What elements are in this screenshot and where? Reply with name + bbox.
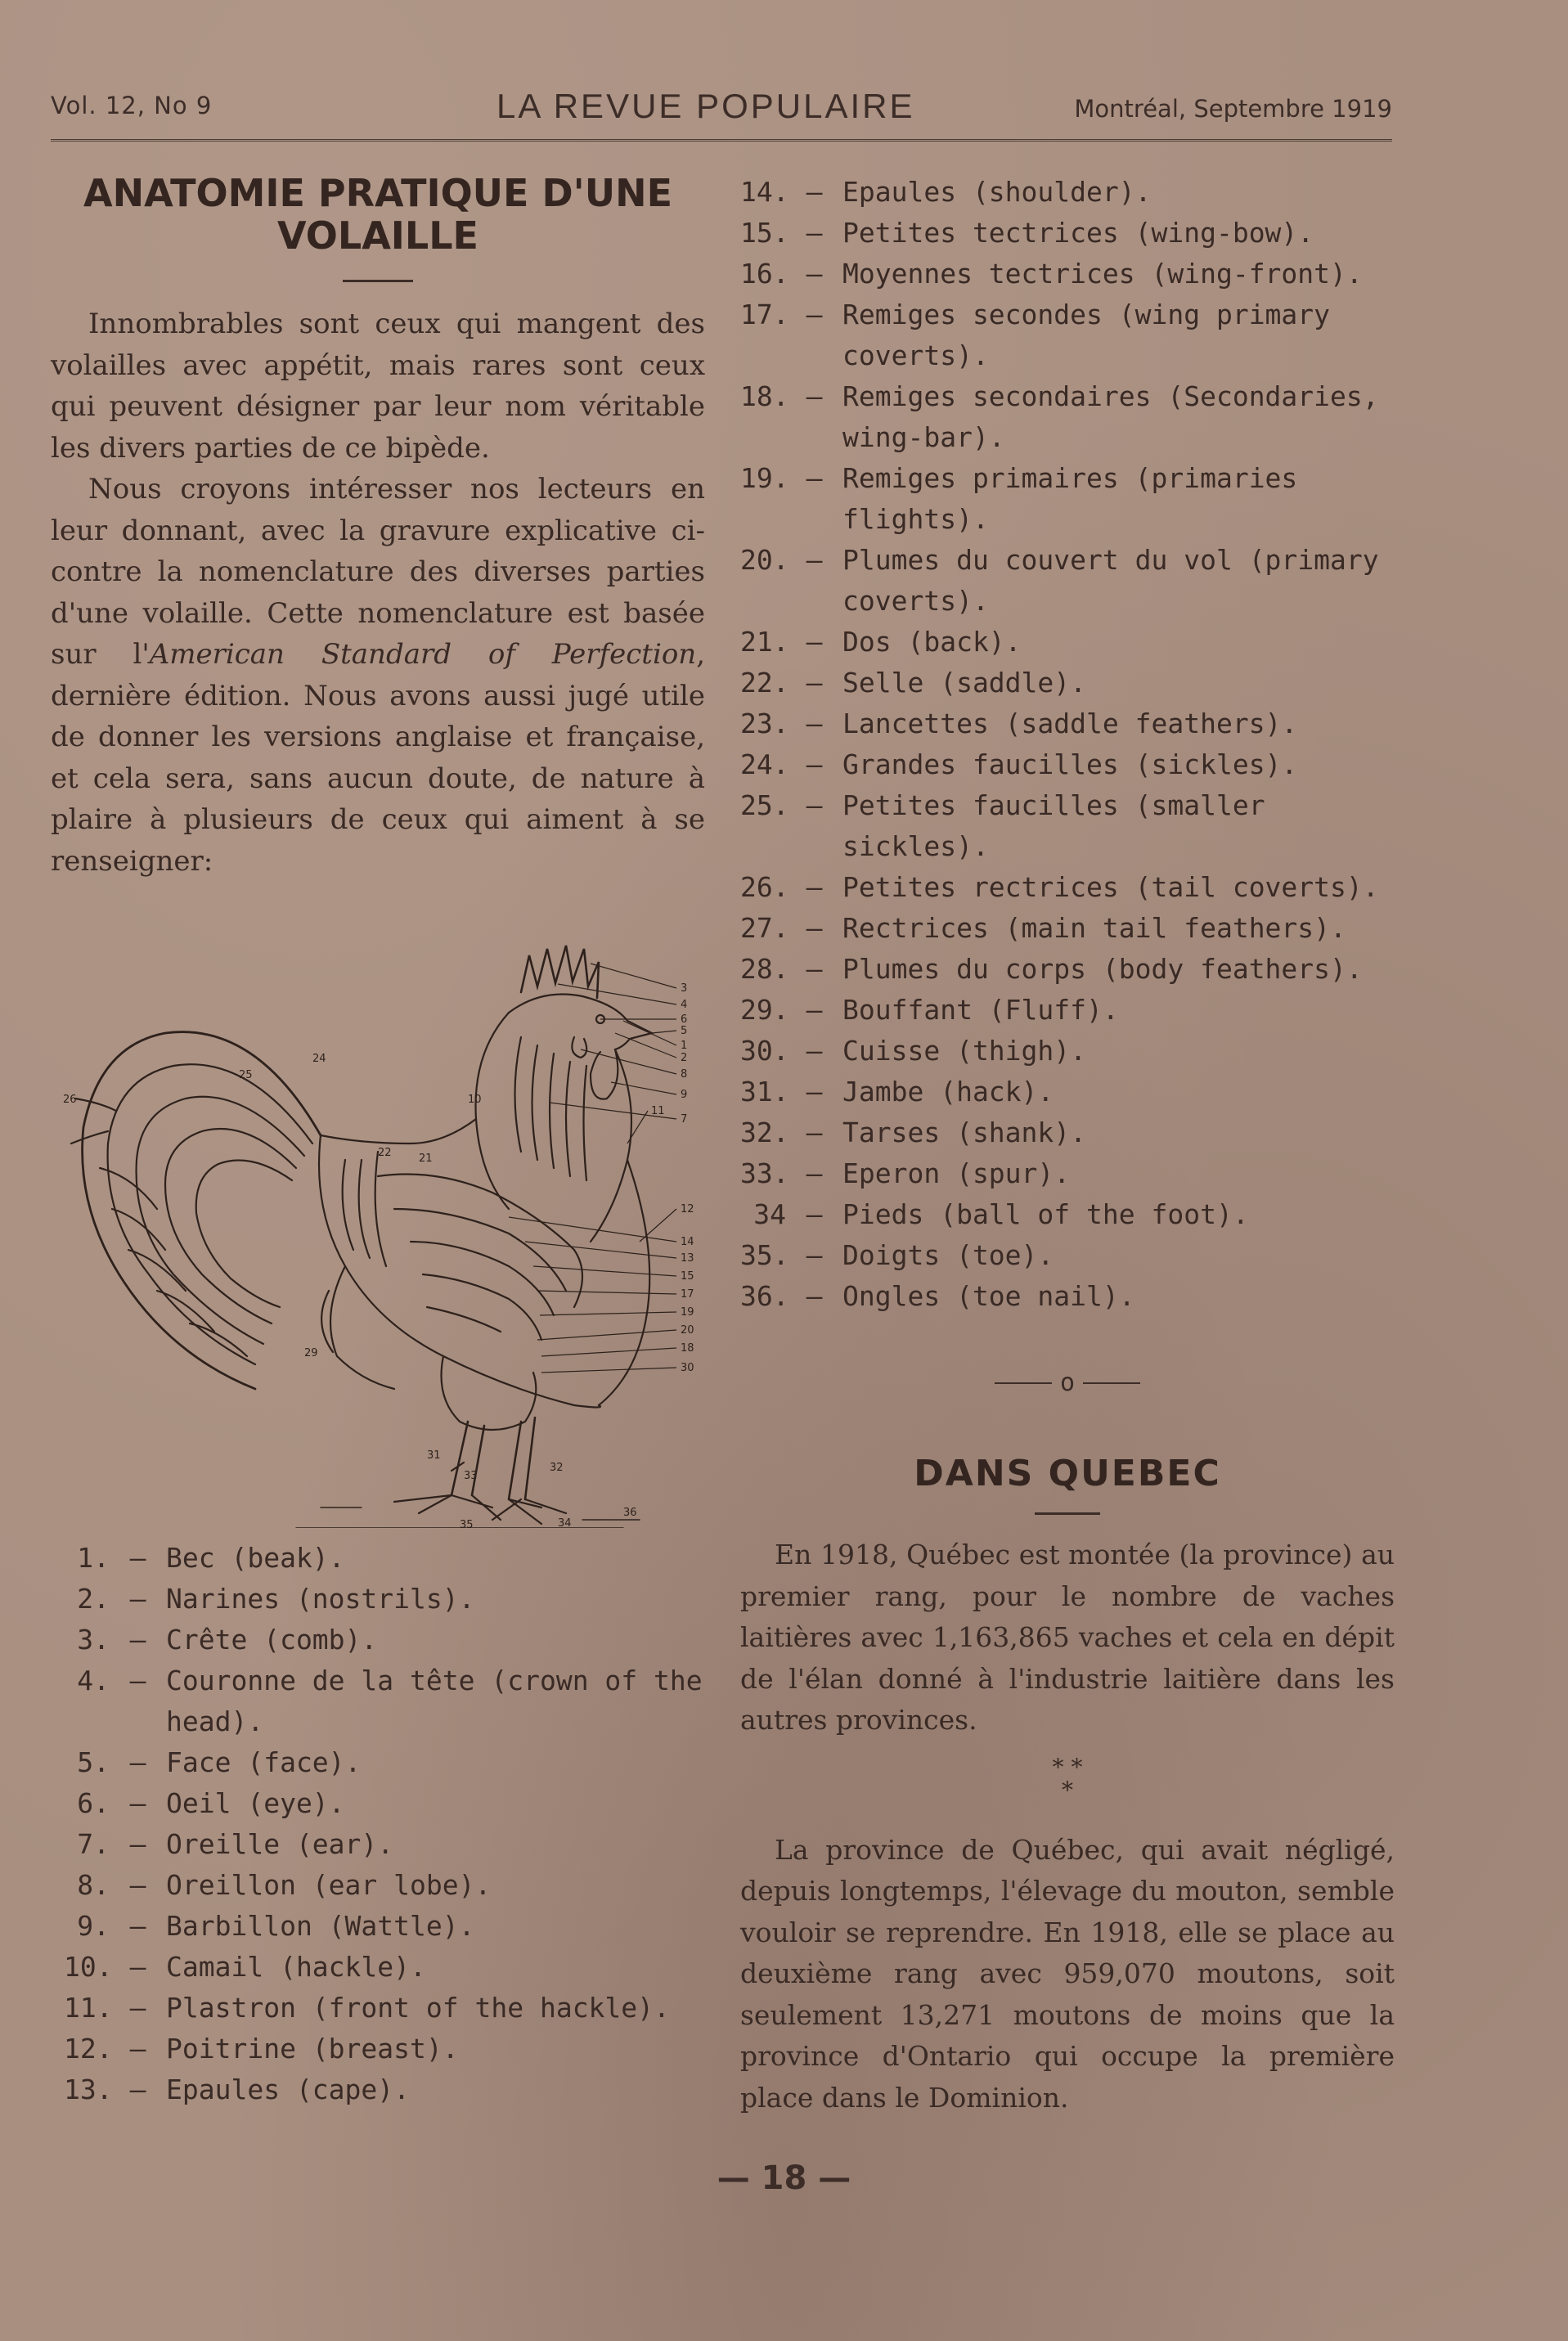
legend-item: 32. — Tarses (shank). [740, 1117, 1087, 1148]
svg-text:8: 8 [681, 1068, 688, 1081]
asterism-top: * * [1052, 1753, 1083, 1781]
svg-text:6: 6 [681, 1013, 688, 1026]
left-column [51, 172, 705, 2110]
asterism-bottom: * [1062, 1776, 1073, 1804]
legend-item: 26. — Petites rectrices (tail coverts). [740, 871, 1379, 903]
legend-list-left [64, 1538, 705, 2110]
page-number: — 18 — [717, 2159, 851, 2197]
article-title-line2: VOLAILLE [277, 213, 478, 258]
legend-item: 19. — Remiges primaires (primaries flights). [740, 462, 1298, 535]
svg-text:34: 34 [558, 1517, 572, 1528]
legend-item: 6. — Oeil (eye). [77, 1787, 345, 1819]
legend-item: 15. — Petites tectrices (wing-bow). [740, 217, 1314, 249]
legend-item: 28. — Plumes du corps (body feathers). [740, 953, 1363, 985]
svg-text:1: 1 [681, 1040, 688, 1052]
legend-item: 4. — Couronne de la tête (crown of the head). [77, 1665, 703, 1737]
legend-list-right [740, 172, 1395, 1317]
intro-paragraph-2-part1: Nous croyons intéresser nos lecteurs en leur donnant, avec la gravure explicative ci-contre la nomenclature des diverses parties d'une volaille. Cette nomenclature est basée sur l' [51, 473, 705, 671]
svg-text:22: 22 [378, 1147, 392, 1159]
legend-item: 14. — Epaules (shoulder). [740, 176, 1152, 208]
quebec-article [740, 1534, 1395, 2119]
legend-item: 22. — Selle (saddle). [740, 667, 1087, 699]
svg-text:15: 15 [681, 1270, 694, 1283]
dateline: Montréal, Septembre 1919 [1074, 95, 1392, 123]
legend-item: 30. — Cuisse (thigh). [740, 1035, 1087, 1067]
section-separator [740, 1368, 1395, 1409]
svg-text:24: 24 [312, 1053, 326, 1065]
article-intro [51, 303, 705, 882]
legend-item: 7. — Oreille (ear). [77, 1828, 394, 1860]
quebec-paragraph-1: En 1918, Québec est montée (la province) au premier rang, pour le nombre de vaches laitières avec 1,163,865 vaches et cela en dépit de l'élan donné à l'industrie laitière dans les autres provinces. [740, 1539, 1395, 1736]
svg-text:7: 7 [681, 1113, 688, 1126]
legend-item: 2. — Narines (nostrils). [77, 1583, 475, 1615]
svg-text:11: 11 [651, 1105, 665, 1117]
legend-item: 3. — Crête (comb). [77, 1624, 378, 1656]
volume-number: Vol. 12, No 9 [51, 92, 213, 119]
intro-paragraph-2 [51, 469, 705, 882]
legend-item: 9. — Barbillon (Wattle). [77, 1910, 475, 1942]
svg-text:26: 26 [63, 1094, 77, 1106]
journal-title: LA REVUE POPULAIRE [496, 87, 915, 125]
svg-text:12: 12 [681, 1203, 694, 1215]
standard-reference: American Standard of Perfection [149, 638, 697, 671]
rooster-engraving [51, 898, 705, 1528]
legend-item: 10. — Camail (hackle). [64, 1951, 426, 1983]
svg-text:18: 18 [681, 1342, 694, 1355]
svg-text:10: 10 [468, 1094, 482, 1106]
legend-item: 17. — Remiges secondes (wing primary coverts). [740, 299, 1331, 371]
intro-paragraph-1: Innombrables sont ceux qui mangent des volailles avec appétit, mais rares sont ceux qui peuvent désigner par leur nom véritable les divers parties de ce bipède. [51, 308, 705, 465]
legend-item: 12. — Poitrine (breast). [64, 2033, 459, 2065]
svg-text:19: 19 [681, 1306, 694, 1319]
svg-text:30: 30 [681, 1362, 694, 1374]
legend-item: 24. — Grandes faucilles (sickles). [740, 748, 1298, 780]
separator-line-right [1083, 1382, 1140, 1384]
svg-text:4: 4 [681, 999, 688, 1011]
svg-text:14: 14 [681, 1236, 694, 1248]
separator-mark: o [1059, 1368, 1076, 1397]
legend-item: 11. — Plastron (front of the hackle). [64, 1992, 670, 2024]
legend-item: 35. — Doigts (toe). [740, 1239, 1054, 1271]
svg-text:2: 2 [681, 1052, 688, 1064]
svg-text:29: 29 [304, 1347, 318, 1359]
masthead [51, 88, 1392, 146]
intro-paragraph-2-part2: , dernière édition. Nous avons aussi jugé utile de donner les versions anglaise et française, et cela sera, sans aucun doute, de nature à plaire à plusieurs de ceux qui aiment à se renseigner: [51, 638, 705, 878]
legend-item: 25. — Petites faucilles (smaller sickles). [740, 789, 1265, 862]
svg-text:25: 25 [239, 1069, 253, 1081]
svg-text:3: 3 [681, 982, 688, 995]
separator-line-left [995, 1382, 1052, 1384]
legend-item: 1. — Bec (beak). [77, 1542, 345, 1574]
section-title: DANS QUEBEC [914, 1453, 1221, 1494]
legend-item: 31. — Jambe (hack). [740, 1076, 1054, 1108]
legend-item: 34 — Pieds (ball of the foot). [753, 1198, 1249, 1230]
article-title [51, 172, 705, 257]
svg-text:17: 17 [681, 1288, 694, 1301]
legend-item: 13. — Epaules (cape). [64, 2074, 411, 2105]
legend-item: 23. — Lancettes (saddle feathers). [740, 708, 1298, 739]
svg-text:20: 20 [681, 1324, 694, 1337]
section-title-rule [1035, 1512, 1100, 1515]
svg-text:33: 33 [464, 1470, 478, 1482]
rooster-illustration [51, 898, 705, 1528]
legend-item: 27. — Rectrices (main tail feathers). [740, 912, 1346, 944]
legend-item: 5. — Face (face). [77, 1746, 362, 1778]
article-title-line1: ANATOMIE PRATIQUE D'UNE [83, 171, 673, 215]
legend-item: 33. — Eperon (spur). [740, 1157, 1071, 1189]
asterism [740, 1753, 1395, 1804]
title-rule [343, 280, 413, 282]
masthead-rule [51, 139, 1392, 142]
svg-text:5: 5 [681, 1025, 688, 1037]
svg-text:32: 32 [550, 1462, 564, 1474]
svg-text:13: 13 [681, 1252, 694, 1265]
legend-item: 36. — Ongles (toe nail). [740, 1280, 1135, 1312]
quebec-paragraph-2: La province de Québec, qui avait négligé, depuis longtemps, l'élevage du mouton, semble vouloir se reprendre. En 1918, elle se place au deuxième rang avec 959,070 moutons, soit seulement 13,271 moutons de moins que la province d'Ontario qui occupe la première place dans le Dominion. [740, 1833, 1395, 2114]
svg-text:21: 21 [419, 1153, 433, 1165]
svg-text:31: 31 [427, 1449, 441, 1462]
svg-text:35: 35 [460, 1519, 474, 1528]
legend-item: 16. — Moyennes tectrices (wing-front). [740, 258, 1363, 290]
svg-text:36: 36 [623, 1507, 637, 1519]
svg-text:9: 9 [681, 1089, 688, 1101]
right-column [740, 172, 1395, 2119]
legend-item: 20. — Plumes du couvert du vol (primary coverts). [740, 544, 1379, 617]
legend-item: 8. — Oreillon (ear lobe). [77, 1869, 492, 1901]
legend-item: 18. — Remiges secondaires (Secondaries, wing-bar). [740, 380, 1379, 453]
legend-item: 21. — Dos (back). [740, 626, 1022, 658]
legend-item: 29. — Bouffant (Fluff). [740, 994, 1119, 1026]
